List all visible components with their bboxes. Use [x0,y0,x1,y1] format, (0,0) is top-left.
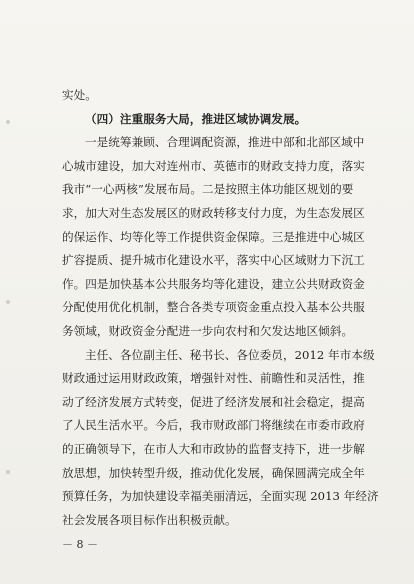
text-line: 的正确领导下，在市人大和市政协的监督支持下，进一步解 [62,441,365,456]
section-heading: （四）注重服务大局，推进区域协调发展。 [85,111,307,126]
text-line: 心城市建设，加大对连州市、英德市的财政支持力度，落实 [62,158,365,173]
body-text [62,84,379,532]
text-line: 主任、各位副主任、秘书长、各位委员，2012 年市本级 [85,347,375,362]
text-line: 动了经济发展方式转变，促进了经济发展和社会稳定，提高 [62,394,365,409]
text-line: 了人民生活水平。今后，我市财政部门将继续在市委市政府 [62,418,365,433]
binding-hole [6,470,10,474]
text-line: 扩容提质、提升城市化建设水平，落实中心区域财力下沉工 [62,253,365,268]
text-line: 一是统筹兼顾、合理调配资源，推进中部和北部区域中 [85,135,365,150]
binding-hole [6,120,10,124]
text-line: 求，加大对生态发展区的财政转移支付力度，为生态发展区 [62,205,365,220]
text-line: 放思想，加快转型升级，推动优化发展，确保圆满完成全年 [62,465,365,480]
text-line: 实处。 [62,88,97,102]
page-number: － 8 － [62,538,98,551]
binding-edge [6,0,12,584]
text-line: 财政通过运用财政政策，增强针对性、前瞻性和灵活性，推 [62,371,365,386]
text-line: 务领域，财政资金分配进一步向农村和欠发达地区倾斜。 [62,323,354,338]
text-line: 我市“一心两核”发展布局。二是按照主体功能区规划的要 [62,182,354,197]
text-line: 分配使用优化机制，整合各类专项资金重点投入基本公共服 [62,300,365,315]
text-line: 的保运作、均等化等工作提供资金保障。三是推进中心城区 [62,229,365,244]
text-line: 社会发展各项目标作出积极贡献。 [62,512,237,527]
text-line: 作。四是加快基本公共服务均等化建设，建立公共财政资金 [62,276,365,291]
binding-hole [6,300,10,304]
text-line: 预算任务，为加快建设幸福美丽清远，全面实现 2013 年经济 [62,489,379,504]
